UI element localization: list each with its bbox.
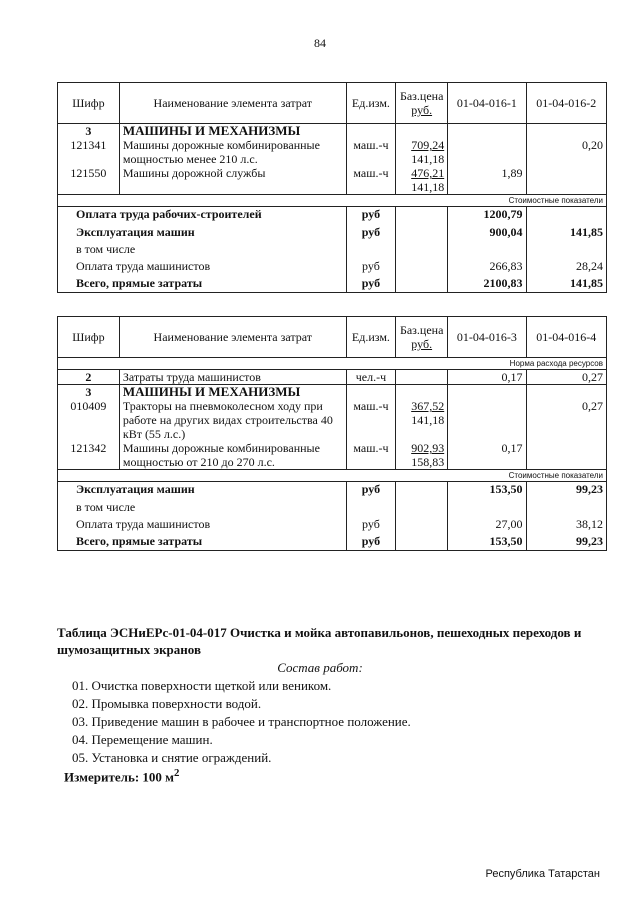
row-code: 010409 [58,399,120,441]
header-col5: 01-04-016-1 [448,83,526,124]
section-title: МАШИНЫ И МЕХАНИЗМЫ [119,124,346,139]
norm-note-row [58,358,607,370]
summary-row [58,259,607,276]
price-labor: 141,18 [411,413,445,427]
summary-row [58,242,607,259]
table-header [58,83,607,124]
summary-row [58,482,607,500]
price-value: 476,21 [411,166,445,180]
summary-value-1: 153,50 [448,482,526,500]
summary-unit: руб [346,225,395,242]
summary-name: Эксплуатация машин [58,225,347,242]
row-name: Машины дорожной службы [119,166,346,195]
row-code: 121550 [58,166,120,195]
table-section-title: Таблица ЭСНиЕРс-01-04-017 Очистка и мойка автопавильонов, пешеходных переходов и шумозащитных экранов [57,625,582,657]
price-value: 709,24 [411,138,445,152]
table-row [58,441,607,470]
work-item: 02. Промывка поверхности водой. [72,696,262,711]
price-labor: 158,83 [411,455,445,469]
page-number: 84 [314,36,326,50]
summary-unit: руб [346,534,395,551]
summary-value-2: 28,24 [526,259,606,276]
labor-value-1: 0,17 [448,370,526,385]
summary-row [58,276,607,293]
base-price-label: Баз.цена [399,323,444,337]
work-item: 04. Перемещение машин. [72,732,213,747]
row-value-2: 0,27 [526,399,606,441]
table-row [58,399,607,441]
row-value-2: 0,20 [526,138,606,166]
row-value-1: 0,17 [448,441,526,470]
row-price [396,138,448,166]
summary-name: в том числе [58,500,347,517]
summary-value-2 [526,207,606,225]
row-unit: маш.-ч [346,138,395,166]
summary-name: Оплата труда машинистов [58,259,347,276]
section-row [58,124,607,139]
header-unit: Ед.изм. [346,317,395,358]
work-item: 01. Очистка поверхности щеткой или веником. [72,678,332,693]
row-price [396,166,448,195]
summary-name: Всего, прямые затраты [58,276,347,293]
table-row [58,138,607,166]
labor-name: Затраты труда машинистов [119,370,346,385]
table-row [58,166,607,195]
header-code: Шифр [58,83,120,124]
row-code: 121342 [58,441,120,470]
row-price [396,399,448,441]
header-base-price [396,83,448,124]
measure-label: Измеритель: 100 м [64,769,175,785]
summary-unit: руб [346,276,395,293]
header-base-price [396,317,448,358]
summary-value-1: 1200,79 [448,207,526,225]
summary-row [58,207,607,225]
cost-note-row [58,195,607,207]
summary-unit: руб [346,517,395,534]
work-item: 03. Приведение машин в рабочее и транспортное положение. [72,714,411,729]
price-value: 367,52 [411,399,445,413]
summary-value-1: 900,04 [448,225,526,242]
measurement-unit [64,767,179,785]
header-name: Наименование элемента затрат [119,317,346,358]
summary-value-2: 99,23 [526,482,606,500]
summary-unit: руб [346,482,395,500]
row-unit: маш.-ч [346,441,395,470]
summary-value-1: 153,50 [448,534,526,551]
header-code: Шифр [58,317,120,358]
price-labor: 141,18 [411,152,445,166]
row-value-2 [526,441,606,470]
row-value-1 [448,399,526,441]
resource-table-1 [57,82,607,293]
header-col5: 01-04-016-3 [448,317,526,358]
labor-row [58,370,607,385]
cost-note-row [58,470,607,482]
summary-value-2: 141,85 [526,225,606,242]
work-item: 05. Установка и снятие ограждений. [72,750,272,765]
cost-indicators-note: Стоимостные показатели [58,470,607,482]
footer-region: Республика Татарстан [485,868,600,880]
summary-value-1: 2100,83 [448,276,526,293]
row-name: Тракторы на пневмоколесном ходу при работе на других видах строительства 40 кВт (55 л.с.) [119,399,346,441]
summary-row [58,517,607,534]
base-price-unit: руб. [411,337,433,351]
summary-name: Оплата труда рабочих-строителей [58,207,347,225]
row-name: Машины дорожные комбинированные мощностью от 210 до 270 л.с. [119,441,346,470]
row-unit: маш.-ч [346,166,395,195]
price-labor: 141,18 [411,180,445,194]
summary-name: в том числе [58,242,347,259]
table-header [58,317,607,358]
summary-row [58,225,607,242]
header-unit: Ед.изм. [346,83,395,124]
summary-name: Всего, прямые затраты [58,534,347,551]
labor-unit: чел.-ч [346,370,395,385]
row-name: Машины дорожные комбинированные мощностью менее 210 л.с. [119,138,346,166]
header-name: Наименование элемента затрат [119,83,346,124]
summary-value-2: 141,85 [526,276,606,293]
resource-table-2 [57,316,607,551]
section-number: 3 [58,385,120,400]
summary-value-1: 266,83 [448,259,526,276]
summary-value-1: 27,00 [448,517,526,534]
works-list [72,677,411,767]
measure-superscript: 2 [174,767,180,779]
summary-name: Эксплуатация машин [58,482,347,500]
row-value-1: 1,89 [448,166,526,195]
summary-value-2: 99,23 [526,534,606,551]
price-value: 902,93 [411,441,445,455]
row-price [396,441,448,470]
row-value-1 [448,138,526,166]
composition-heading: Состав работ: [277,660,363,675]
summary-unit: руб [346,207,395,225]
summary-value-2: 38,12 [526,517,606,534]
resource-norm-note: Норма расхода ресурсов [58,358,607,370]
summary-unit: руб [346,259,395,276]
labor-number: 2 [58,370,120,385]
header-col6: 01-04-016-2 [526,83,606,124]
summary-row [58,534,607,551]
labor-value-2: 0,27 [526,370,606,385]
header-col6: 01-04-016-4 [526,317,606,358]
row-value-2 [526,166,606,195]
row-code: 121341 [58,138,120,166]
summary-row [58,500,607,517]
base-price-label: Баз.цена [399,89,444,103]
base-price-unit: руб. [411,103,433,117]
section-row [58,385,607,400]
section-number: 3 [58,124,120,139]
cost-indicators-note: Стоимостные показатели [58,195,607,207]
row-unit: маш.-ч [346,399,395,441]
section-title: МАШИНЫ И МЕХАНИЗМЫ [119,385,346,400]
summary-name: Оплата труда машинистов [58,517,347,534]
